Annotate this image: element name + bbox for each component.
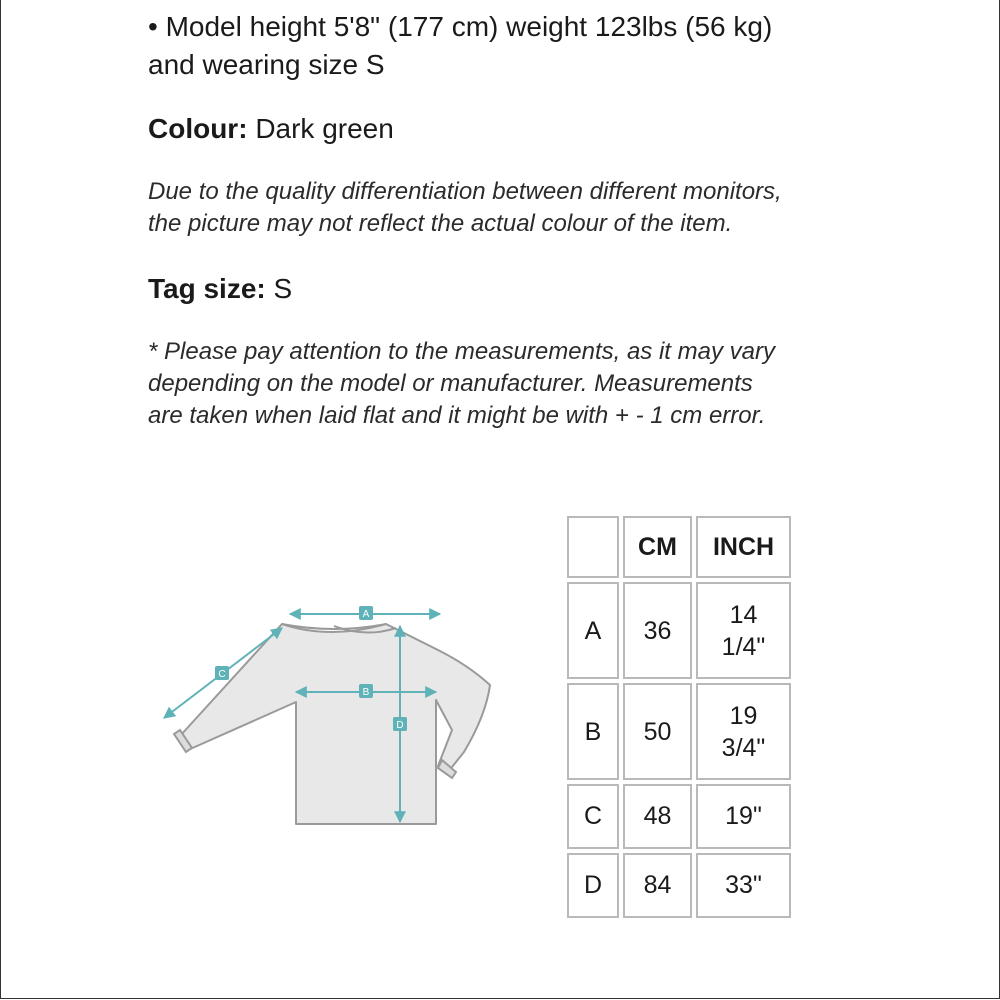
header-inch: INCH [696, 516, 791, 578]
table-row [567, 683, 791, 780]
badge-c-label: C [218, 669, 226, 680]
row-inch: 33" [696, 853, 791, 918]
row-cm: 48 [623, 784, 692, 849]
disclaimer-line-1: Due to the quality differentiation between different monitors, [148, 178, 782, 205]
colour-disclaimer [148, 176, 868, 240]
sweater-measurement-diagram [150, 590, 500, 830]
product-description [148, 8, 868, 432]
model-info-line-2: and wearing size S [148, 49, 385, 80]
tag-size-value: S [273, 273, 293, 304]
row-label: A [567, 582, 619, 679]
header-cm: CM [623, 516, 692, 578]
row-inch [696, 582, 791, 679]
size-chart-header-row [567, 516, 791, 578]
row-cm: 36 [623, 582, 692, 679]
row-cm: 50 [623, 683, 692, 780]
row-inch-line-1: 14 [729, 600, 758, 629]
sweater-diagram-svg [150, 590, 500, 830]
note-line-1: * Please pay attention to the measurements, as it may vary [148, 338, 775, 365]
row-inch-line-2: 1/4" [721, 632, 766, 661]
colour-label: Colour: [148, 113, 248, 144]
badge-b-label: B [362, 687, 370, 698]
row-inch: 19" [696, 784, 791, 849]
measurement-note [148, 336, 868, 432]
size-chart-table [563, 512, 795, 922]
row-inch [696, 683, 791, 780]
disclaimer-line-2: the picture may not reflect the actual colour of the item. [148, 210, 733, 237]
header-empty-cell [567, 516, 619, 578]
note-line-3: are taken when laid flat and it might be with + - 1 cm error. [148, 402, 766, 429]
row-label: D [567, 853, 619, 918]
model-info-line-1: • Model height 5'8" (177 cm) weight 123lbs (56 kg) [148, 11, 773, 42]
sweater-outline [180, 624, 490, 824]
badge-a-label: A [362, 609, 370, 620]
table-row [567, 582, 791, 679]
row-label: B [567, 683, 619, 780]
colour-value: Dark green [255, 113, 394, 144]
tag-size-label: Tag size: [148, 273, 266, 304]
row-cm: 84 [623, 853, 692, 918]
row-inch-line-1: 19 [729, 701, 758, 730]
table-row [567, 784, 791, 849]
row-label: C [567, 784, 619, 849]
model-info [148, 8, 868, 84]
badge-d-label: D [396, 720, 404, 731]
colour-info [148, 110, 868, 148]
note-line-2: depending on the model or manufacturer. Measurements [148, 370, 753, 397]
table-row [567, 853, 791, 918]
row-inch-line-2: 3/4" [721, 733, 766, 762]
tag-size-info [148, 270, 868, 308]
